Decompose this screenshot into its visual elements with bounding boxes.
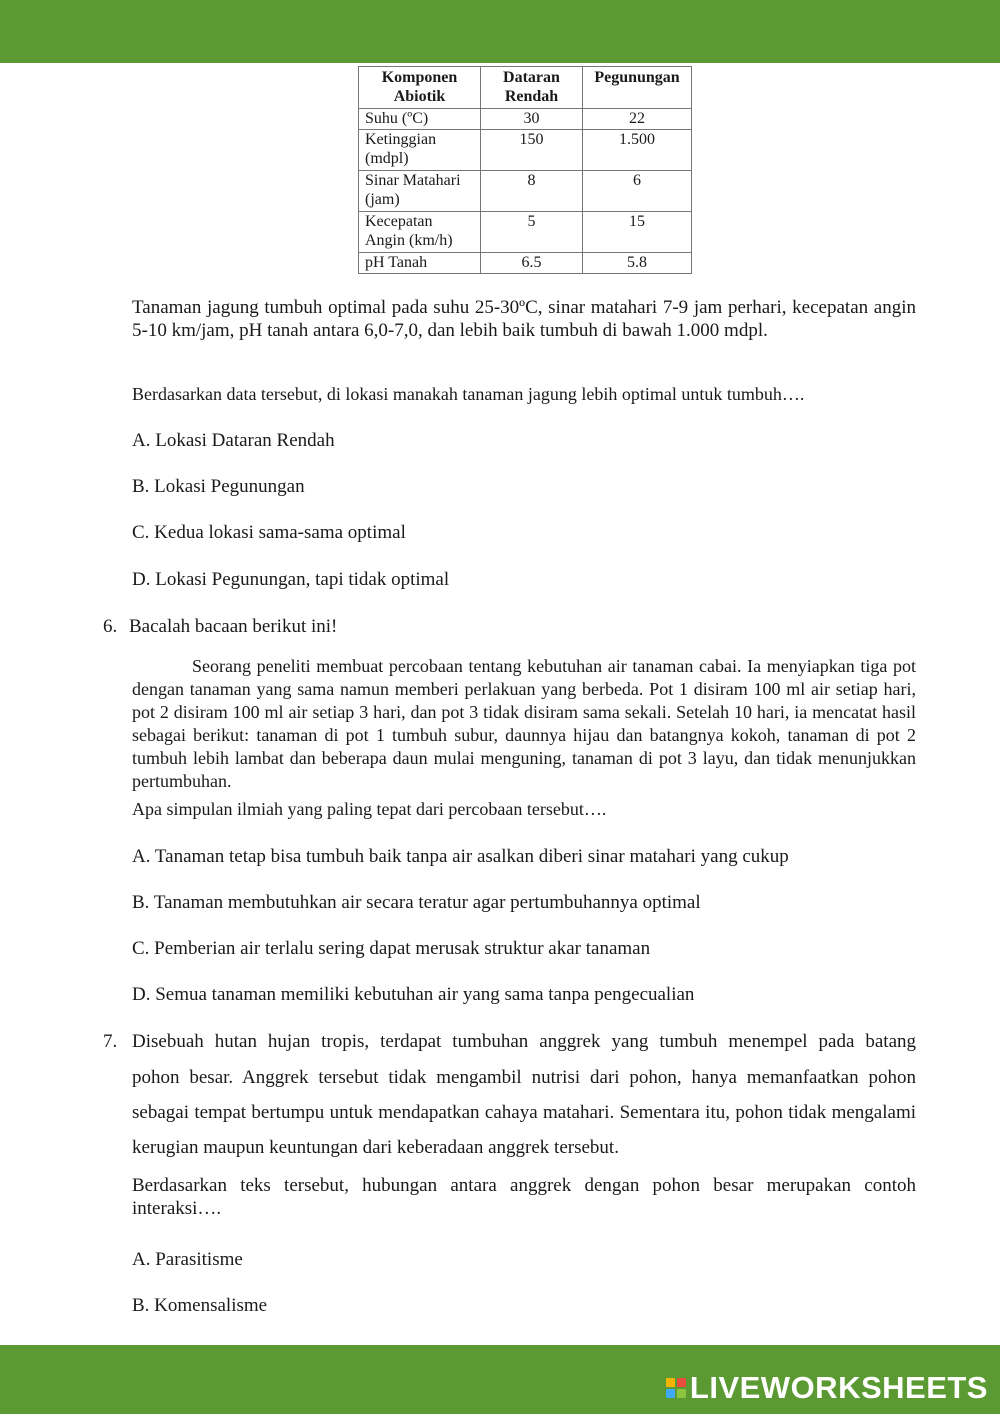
q5-option-c[interactable]: C. Kedua lokasi sama-sama optimal: [132, 522, 406, 543]
table-row: [359, 109, 692, 130]
q5-option-b[interactable]: B. Lokasi Pegunungan: [132, 476, 305, 497]
table-cell: 1.500: [583, 130, 692, 171]
q7-option-b[interactable]: B. Komensalisme: [132, 1295, 268, 1316]
q5-context: Tanaman jagung tumbuh optimal pada suhu 25-30ºC, sinar matahari 7-9 jam perhari, kecepatan angin 5-10 km/jam, pH tanah antara 6,0-7,0, dan lebih baik tumbuh di bawah 1.000 mdpl.: [132, 297, 916, 341]
table-cell: 22: [583, 109, 692, 130]
table-cell: Suhu (ºC): [359, 109, 481, 130]
table-header-row: [359, 67, 692, 109]
table-cell: 150: [481, 130, 583, 171]
table-row: [359, 130, 692, 171]
q6-passage: Seorang peneliti membuat percobaan tentang kebutuhan air tanaman cabai. Ia menyiapkan tiga pot dengan tanaman yang sama namun memberi perlakuan yang berbeda. Pot 1 disiram 100 ml air setiap hari, pot 2 disiram 100 ml air setiap 3 hari, dan pot 3 tidak disiram sama sekali. Setelah 10 hari, ia mencatat hasil sebagai berikut: tanaman di pot 1 tumbuh subur, daunnya hijau dan batangnya kokoh, tanaman di pot 2 tumbuh lebih lambat dan beberapa daun mulai menguning, tanaman di pot 3 layu, dan tidak menunjukkan pertumbuhan.: [132, 656, 916, 791]
liveworksheets-logo-text: LIVEWORKSHEETS: [689, 1370, 988, 1405]
logo-square-4: [677, 1389, 686, 1398]
liveworksheets-logo-icon: [666, 1378, 686, 1398]
q7-passage-first-line: Disebuah hutan hujan tropis, terdapat tumbuhan anggrek yang tumbuh menempel pada batang: [132, 1031, 916, 1052]
table-cell: Kecepatan Angin (km/h): [359, 212, 481, 253]
q6-question: Apa simpulan ilmiah yang paling tepat dari percobaan tersebut….: [132, 799, 607, 819]
q7-option-a[interactable]: A. Parasitisme: [132, 1249, 243, 1270]
table-row: [359, 212, 692, 253]
q5-option-d[interactable]: D. Lokasi Pegunungan, tapi tidak optimal: [132, 569, 450, 590]
table-cell: Sinar Matahari (jam): [359, 171, 481, 212]
q6-option-c[interactable]: C. Pemberian air terlalu sering dapat merusak struktur akar tanaman: [132, 938, 651, 959]
table-cell: Ketinggian (mdpl): [359, 130, 481, 171]
logo-square-1: [666, 1378, 675, 1387]
table-header-cell: Komponen Abiotik: [359, 67, 481, 109]
q6-number: 6.: [103, 616, 118, 637]
q6-option-a[interactable]: A. Tanaman tetap bisa tumbuh baik tanpa air asalkan diberi sinar matahari yang cukup: [132, 846, 789, 867]
header-bar: [0, 0, 1000, 63]
q6-title: Bacalah bacaan berikut ini!: [129, 616, 338, 637]
logo-square-2: [677, 1378, 686, 1387]
table-header-cell: Pegunungan: [583, 67, 692, 109]
q5-option-a[interactable]: A. Lokasi Dataran Rendah: [132, 430, 335, 451]
abiotic-table-container: [358, 66, 692, 274]
q6-option-d[interactable]: D. Semua tanaman memiliki kebutuhan air yang sama tanpa pengecualian: [132, 984, 695, 1005]
liveworksheets-logo: [666, 1370, 988, 1406]
q7-question: Berdasarkan teks tersebut, hubungan antara anggrek dengan pohon besar merupakan contoh interaksi….: [132, 1175, 916, 1219]
table-header-cell: Dataran Rendah: [481, 67, 583, 109]
table-cell: pH Tanah: [359, 253, 481, 274]
table-cell: 6: [583, 171, 692, 212]
q6-option-b[interactable]: B. Tanaman membutuhkan air secara teratur agar pertumbuhannya optimal: [132, 892, 701, 913]
q7-passage: pohon besar. Anggrek tersebut tidak mengambil nutrisi dari pohon, hanya memanfaatkan pohon sebagai tempat bertumpu untuk mendapatkan cahaya matahari. Sementara itu, pohon tidak mengalami kerugian maupun keuntungan dari keberadaan anggrek tersebut.: [132, 1067, 916, 1158]
table-row: [359, 253, 692, 274]
table-cell: 8: [481, 171, 583, 212]
table-row: [359, 171, 692, 212]
table-cell: 30: [481, 109, 583, 130]
q7-number: 7.: [103, 1031, 118, 1052]
logo-square-3: [666, 1389, 675, 1398]
table-cell: 6.5: [481, 253, 583, 274]
q5-question: Berdasarkan data tersebut, di lokasi manakah tanaman jagung lebih optimal untuk tumbuh….: [132, 384, 805, 404]
table-cell: 5.8: [583, 253, 692, 274]
abiotic-table: [358, 66, 692, 274]
table-cell: 15: [583, 212, 692, 253]
table-cell: 5: [481, 212, 583, 253]
